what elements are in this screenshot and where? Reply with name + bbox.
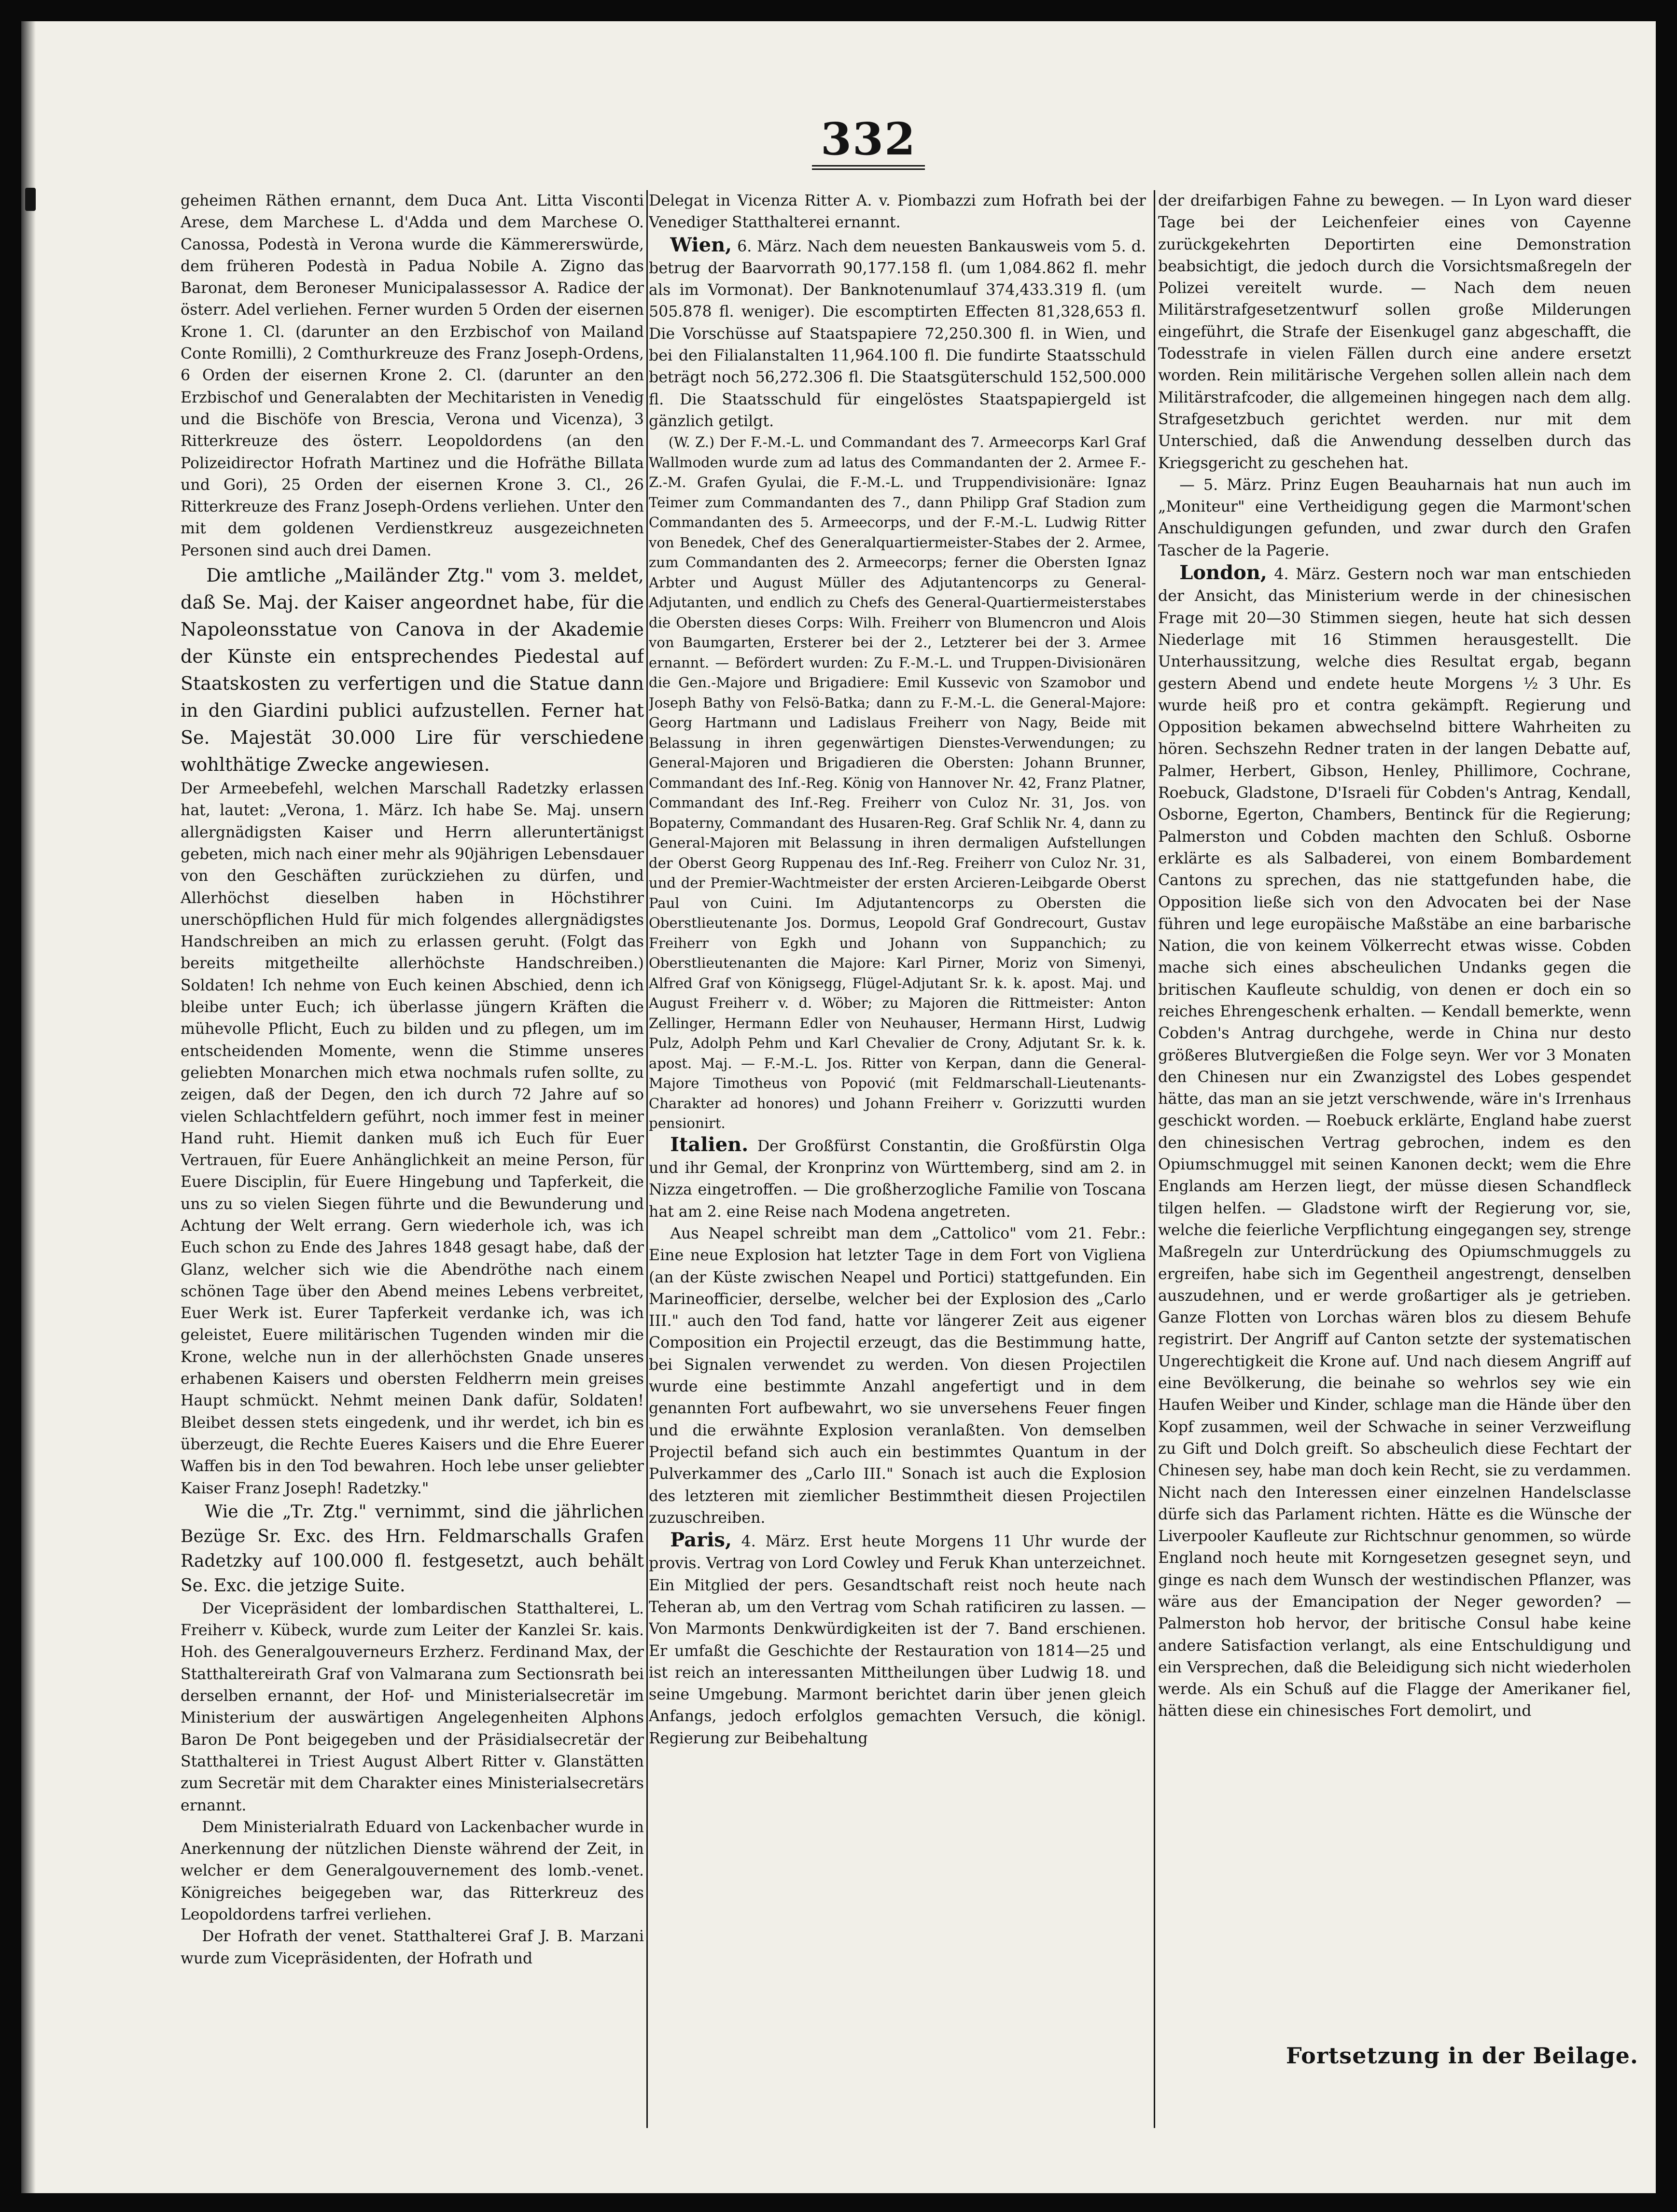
article-text: Dem Ministerialrath Eduard von Lackenbacher wurde in Anerkennung der nützlichen Dienste während der Zeit, in welcher er dem Generalgouvernement des lomb.-venet. Königreiches beigegeben war, das Ritterkreuz des Leopoldordens tarfrei verliehen. [181, 1818, 644, 1923]
article-paragraph [649, 432, 1146, 1134]
article-dateline: Wien, [670, 233, 732, 256]
article-paragraph [181, 190, 644, 562]
article-text: der dreifarbigen Fahne zu bewegen. — In Lyon ward dieser Tage bei der Leichenfeier eines von Cayenne zurückgekehrten Deportirten eine Demonstration beabsichtigt, die jedoch durch die Vorsichtsmaßregeln der Polizei vereitelt wurde. — Nach dem neuen Militärstrafgesetzentwurf sollen große Milderungen eingeführt, die Strafe der Eisenkugel ganz abgeschafft, die Todesstrafe in vielen Fällen durch eine andere ersetzt worden. Rein militärische Vergehen sollen allein nach dem Militärstrafcoder, die allgemeinen hingegen nach dem allg. Strafgesetzbuch gerichtet werden. nur mit dem Unterschied, daß die Anwendung desselben durch das Kriegsgericht zu geschehen hat. [1158, 192, 1631, 472]
article-text: Der Großfürst Constantin, die Großfürstin Olga und ihr Gemal, der Kronprinz von Württemberg, sind am 2. in Nizza eingetroffen. — Die großherzogliche Familie von Toscana hat am 2. eine Reise nach Modena angetreten. [649, 1137, 1146, 1221]
article-text: 4. März. Erst heute Morgens 11 Uhr wurde der provis. Vertrag von Lord Cowley und Feruk Khan unterzeichnet. Ein Mitglied der pers. Gesandtschaft reist noch heute nach Teheran ab, um den Vertrag vom Schah ratificiren zu lassen. — Von Marmonts Denkwürdigkeiten ist der 7. Band erschienen. Er umfaßt die Geschichte der Restauration von 1814—25 und ist reich an interessanten Mittheilungen über Ludwig 18. und seine Umgebung. Marmont berichtet darin über jenen gleich Anfangs, jedoch erfolglos gemachten Versuch, die königl. Regierung zur Beibehaltung [649, 1533, 1146, 1747]
article-text: Aus Neapel schreibt man dem „Cattolico" vom 21. Febr.: Eine neue Explosion hat letzter Tage in dem Fort von Vigliena (an der Küste zwischen Neapel und Portici) stattgefunden. Ein Marineofficier, derselbe, welcher bei der Explosion des „Carlo III." auch den Tod fand, hatte vor längerer Zeit aus eigener Composition ein Projectil erzeugt, das die Bestimmung hatte, bei Signalen verwendet zu werden. Von diesen Projectilen wurde eine bestimmte Anzahl angefertigt und in dem genannten Fort aufbewahrt, wo sie unversehens Feuer fingen und die erwähnte Explosion veranlaßten. Von demselben Projectil befand sich auch ein bestimmtes Quantum in der Pulverkammer des „Carlo III." Sonach ist auch die Explosion des letzteren mit ziemlicher Bestimmtheit diesen Projectilen zuzuschreiben. [649, 1224, 1146, 1527]
article-paragraph [649, 1134, 1146, 1223]
article-paragraph [181, 1598, 644, 1817]
column-divider [1154, 190, 1155, 2128]
article-text: — 5. März. Prinz Eugen Beauharnais hat nun auch im „Moniteur" eine Vertheidigung gegen die Marmont'schen Anschuldigungen gefunden, und zwar durch den Grafen Tascher de la Pagerie. [1158, 476, 1631, 559]
article-paragraph [181, 562, 644, 778]
article-paragraph [1158, 190, 1631, 474]
continuation-note: Fortsetzung in der Beilage. [1286, 2043, 1638, 2069]
article-text: (W. Z.) Der F.-M.-L. und Commandant des 7. Armeecorps Karl Graf Wallmoden wurde zum ad latus des Commandanten der 2. Armee F.-Z.-M. Grafen Gyulai, die F.-M.-L. und Truppendivisionäre: Ignaz Teimer zum Commandanten des 7., dann Philipp Graf Stadion zum Commandanten des 5. Armeecorps, und der F.-M.-L. Ludwig Ritter von Benedek, Chef des Generalquartiermeister-Stabes der 2. Armee, zum Commandanten des 2. Armeecorps; ferner die Obersten Ignaz Arbter und August Müller des Adjutantencorps zu General-Adjutanten, und endlich zu Chefs des General-Quartiermeisterstabes die Obersten dieses Corps: Wilh. Freiherr von Blumencron und Alois von Baumgarten, Ersterer bei der 2., Letzterer bei der 3. Armee ernannt. — Befördert wurden: Zu F.-M.-L. und Truppen-Divisionären die Gen.-Majore und Brigadiere: Emil Kussevic von Szamobor und Joseph Bathy von Felsö-Batka; dann zu F.-M.-L. die General-Majore: Georg Hartmann und Ladislaus Freiherr von Nagy, Beide mit Belassung in ihren gegenwärtigen Dienstes-Verwendungen; zu General-Majoren und Brigadieren die Obersten: Johann Brunner, Commandant des Inf.-Reg. König von Hannover Nr. 42, Franz Platner, Commandant des Inf.-Reg. Freiherr von Culoz Nr. 31, Jos. von Bopaterny, Commandant des Husaren-Reg. Graf Schlik Nr. 4, dann zu General-Majoren mit Belassung in ihren dermaligen Aufstellungen der Oberst Georg Ruppenau des Inf.-Reg. Freiherr von Culoz Nr. 31, und der Premier-Wachtmeister der ersten Arcieren-Leibgarde Oberst Paul von Cuini. Im Adjutantencorps zu Obersten die Oberstlieutenante Jos. Dormus, Leopold Graf Gondrecourt, Gustav Freiherr von Egkh und Johann von Suppanchich; zu Oberstlieutenanten die Majore: Karl Pirner, Moriz von Simenyi, Alfred Graf von Königsegg, Flügel-Adjutant Sr. k. k. apost. Maj. und August Freiherr v. d. Wöber; zu Majoren die Rittmeister: Anton Zellinger, Hermann Edler von Neuhauser, Hermann Hirst, Ludwig Pulz, Adolph Pehm und Karl Chevalier de Crony, Adjutant Sr. k. k. apost. Maj. — F.-M.-L. Jos. Ritter von Kerpan, dann die General-Majore Timotheus von Popović (mit Feldmarschall-Lieutenants-Charakter ad honores) und Johann Freiherr v. Gorizzutti wurden pensionirt. [649, 434, 1146, 1132]
column-2 [649, 190, 1146, 2121]
page-number: 332 [801, 113, 936, 165]
article-text: Delegat in Vicenza Ritter A. v. Piombazzi zum Hofrath bei der Venediger Statthalterei ernannt. [649, 192, 1146, 232]
column-divider [646, 190, 648, 2128]
article-text: Der Vicepräsident der lombardischen Statthalterei, L. Freiherr v. Kübeck, wurde zum Leiter der Kanzlei Sr. kais. Hoh. des Generalgouverneurs Erzherz. Ferdinand Max, der Statthaltereirath Graf von Valmarana zum Sectionsrath bei derselben ernannt, der Hof- und Ministerialsecretär im Ministerium der auswärtigen Angelegenheiten Alphons Baron De Pont beigegeben und der Präsidialsecretär der Statthalterei in Triest August Albert Ritter v. Glanstätten zum Secretär mit dem Charakter eines Ministerialsecretärs ernannt. [181, 1600, 644, 1814]
margin-mark [25, 188, 36, 211]
article-paragraph [649, 190, 1146, 234]
column-3 [1158, 190, 1631, 2121]
article-paragraph [1158, 474, 1631, 562]
article-text: 4. März. Gestern noch war man entschieden der Ansicht, das Ministerium werde in der chinesischen Frage mit 20—30 Stimmen siegen, heute hat sich dessen Niederlage mit 16 Stimmen herausgestellt. Die Unterhaussitzung, welche dies Resultat ergab, begann gestern Abend und endete heute Morgens ½ 3 Uhr. Es wurde heiß pro et contra gekämpft. Regierung und Opposition bekamen abwechselnd bittere Wahrheiten zu hören. Sechszehn Redner traten in der langen Debatte auf, Palmer, Herbert, Gibson, Henley, Phillimore, Cochrane, Roebuck, Gladstone, D'Israeli für Cobden's Antrag, Kendall, Osborne, Egerton, Chambers, Bentinck für die Regierung; Palmerston und Cobden machten den Schluß. Osborne erklärte es als Salbaderei, von einem Bombardement Cantons zu sprechen, das nie stattgefunden habe, die Opposition ließe sich von den Advocaten bei der Nase führen und lege europäische Maßstäbe an eine barbarische Nation, die von keinem Völkerrecht etwas wisse. Cobden mache sich eines abscheulichen Undanks gegen die britischen Kaufleute schuldig, von denen er doch ein so reiches Ehrengeschenk erhalten. — Kendall bemerkte, wenn Cobden's Antrag durchgehe, werde in China nur desto größeres Blutvergießen die Folge seyn. Wer vor 3 Monaten den Chinesen nur ein Zwanzigstel des Lobes gespendet hätte, das man an sie jetzt verschwende, wäre in's Irrenhaus geschickt worden. — Roebuck erklärte, England habe zuerst den chinesischen Vertrag gebrochen, indem es den Opiumschmuggel mit seinen Kanonen deckt; wem die Ehre Englands am Herzen liegt, der müsse diesen Schandfleck tilgen helfen. — Gladstone wirft der Regierung vor, sie, welche die feierliche Verpflichtung eingegangen sey, strenge Maßregeln zur Unterdrückung des Opiumschmuggels zu ergreifen, habe sich im Gegentheil angestrengt, denselben auszudehnen, und er werde großartiger als je getrieben. Ganze Flotten von Lorchas wären blos zu diesem Behufe registrirt. Der Angriff auf Canton setzte der systematischen Ungerechtigkeit die Krone auf. Und nach diesem Angriff auf eine Bevölkerung, die beinahe so wehrlos sey wie ein Haufen Weiber und Kinder, schlage man die Hände über den Kopf zusammen, weil der Schwache in seiner Verzweiflung zu Gift und Dolch greift. So abscheulich diese Fechtart der Chinesen sey, habe man doch kein Recht, sie zu verdammen. Nicht nach den Interessen einer einzelnen Handelsclasse dürfe sich das Parlament richten. Hätte es die Wünsche der Liverpooler Kaufleute zur Richtschnur genommen, so würde England noch heute mit Korngesetzen gesegnet seyn, und ginge es nach dem Wunsch der westindischen Pflanzer, was wäre aus der Emancipation der Neger geworden? — Palmerston hob hervor, der britische Consul habe keine andere Satisfaction verlangt, als eine Entschuldigung und ein Versprechen, daß die Beleidigung sich nicht wiederholen werde. Als ein Schuß auf die Flagge der Amerikaner fiel, hätten diese ein chinesisches Fort demolirt, und [1158, 566, 1631, 1720]
article-paragraph [181, 1500, 644, 1598]
article-paragraph [181, 778, 644, 1500]
article-paragraph [1158, 562, 1631, 1723]
article-paragraph [649, 1529, 1146, 1750]
article-paragraph [649, 1223, 1146, 1529]
article-text: Wie die „Tr. Ztg." vernimmt, sind die jährlichen Bezüge Sr. Exc. des Hrn. Feldmarschalls Grafen Radetzky auf 100.000 fl. festgesetzt, auch behält Se. Exc. die jetzige Suite. [181, 1502, 644, 1596]
article-text: Der Armeebefehl, welchen Marschall Radetzky erlassen hat, lautet: „Verona, 1. März. Ich habe Se. Maj. unsern allergnädigsten Kaiser und Herrn alleruntertänigst gebeten, mich nach einer mehr als 90jährigen Lebensdauer von den Geschäften zurückziehen zu dürfen, und Allerhöchst dieselben haben in Höchstihrer unerschöpflichen Huld für mich folgendes allergnädigstes Handschreiben an mich zu erlassen geruht. (Folgt das bereits mitgetheilte allerhöchste Handschreiben.) Soldaten! Ich nehme von Euch keinen Abschied, denn ich bleibe unter Euch; ich überlasse jüngern Kräften die mühevolle Pflicht, Euch zu bilden und zu pflegen, um im entscheidenden Momente, wenn die Stimme unseres geliebten Monarchen mich etwa nochmals rufen sollte, zu zeigen, daß der Degen, den ich durch 72 Jahre auf so vielen Schlachtfeldern geführt, noch immer fest in meiner Hand ruht. Hiemit danken muß ich Euch für Euer Vertrauen, für Euere Anhänglichkeit an meine Person, für Euere Disciplin, für Euere Hingebung und Tapferkeit, die uns zu so vielen Siegen führte und die Bewunderung und Achtung der Welt errang. Gern wiederhole ich, was ich Euch schon zu Ende des Jahres 1848 gesagt habe, daß der Glanz, welcher sich wie die Abendröthe nach einem schönen Tage über den Abend meines Lebens verbreitet, Euer Werk ist. Eurer Tapferkeit verdanke ich, was ich geleistet, Euere militärischen Tugenden winden mir die Krone, welche nun in der allerhöchsten Gnade unseres erhabenen Kaisers und obersten Feldherrn mein greises Haupt schmückt. Nehmt meinen Dank dafür, Soldaten! Bleibet dessen stets eingedenk, und ihr werdet, ich bin es überzeugt, die Rechte Eueres Kaisers und die Ehre Euerer Waffen bis in den Tod bewahren. Hoch lebe unser geliebter Kaiser Franz Joseph! Radetzky." [181, 780, 644, 1497]
article-text: Die amtliche „Mailänder Ztg." vom 3. meldet, daß Se. Maj. der Kaiser angeordnet habe, für die Napoleonsstatue von Canova in der Akademie der Künste ein entsprechendes Piedestal auf Staatskosten zu verfertigen und die Statue dann in den Giardini publici aufzustellen. Ferner hat Se. Majestät 30.000 Lire für verschiedene wohlthätige Zwecke angewiesen. [181, 565, 644, 776]
article-dateline: Paris, [670, 1529, 732, 1552]
article-dateline: London, [1179, 561, 1267, 584]
article-dateline: Italien. [670, 1133, 749, 1156]
article-text: Der Hofrath der venet. Statthalterei Graf J. B. Marzani wurde zum Vicepräsidenten, der Hofrath und [181, 1928, 644, 1967]
article-text: geheimen Räthen ernannt, dem Duca Ant. Litta Visconti Arese, dem Marchese L. d'Adda und dem Marchese O. Canossa, Podestà in Verona wurde die Kämmererswürde, dem früheren Podestà in Padua Nobile A. Zigno das Baronat, dem Beroneser Municipalassessor A. Radice der österr. Adel verliehen. Ferner wurden 5 Orden der eisernen Krone 1. Cl. (darunter an den Erzbischof von Mailand Conte Romilli), 2 Comthurkreuze des Franz Joseph-Ordens, 6 Orden der eisernen Krone 2. Cl. (darunter an den Erzbischof und Generalabten der Mechitaristen in Venedig und die Bischöfe von Brescia, Verona und Vicenza), 3 Ritterkreuze des österr. Leopoldordens (an den Polizeidirector Hofrath Martinez und die Hofräthe Billata und Gori), 25 Orden der eisernen Krone 3. Cl., 26 Ritterkreuze des Franz Joseph-Ordens verliehen. Unter den mit dem goldenen Verdienstkreuz ausgezeichneten Personen sind auch drei Damen. [181, 192, 644, 559]
article-paragraph [181, 1926, 644, 1970]
page-edge-shadow [21, 21, 36, 2193]
article-text: 6. März. Nach dem neuesten Bankausweis vom 5. d. betrug der Baarvorrath 90,177.158 fl. (um 1,084.862 fl. mehr als im Vormonat). Der Banknotenumlauf 374,433.319 fl. (um 505.878 fl. weniger). Die escomptirten Effecten 81,328,653 fl. Die Vorschüsse auf Staatspapiere 72,250.300 fl. in Wien, und bei den Filialanstalten 11,964.100 fl. Die fundirte Staatsschuld beträgt noch 56,272.306 fl. Die Staatsgüterschuld 152,500.000 fl. Die Staatsschuld für eingelöstes Staatspapiergeld ist gänzlich getilgt. [649, 237, 1146, 430]
article-paragraph [181, 1817, 644, 1926]
newspaper-page [21, 21, 1656, 2193]
article-paragraph [649, 234, 1146, 433]
column-1 [181, 190, 644, 2121]
